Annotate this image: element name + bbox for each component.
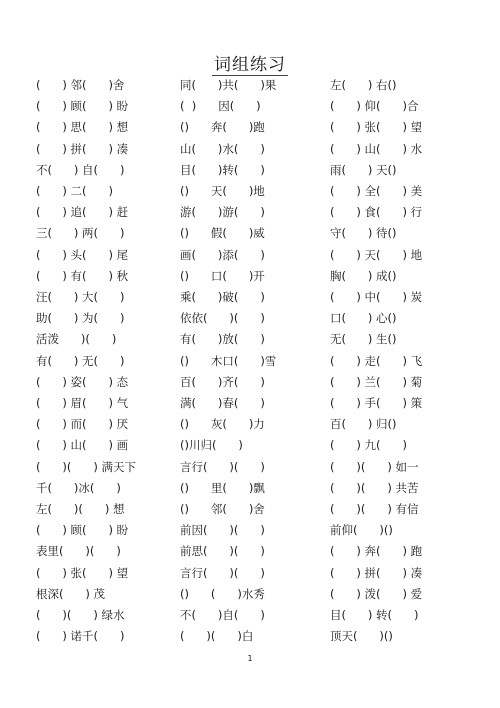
phrase-item: 三( ) 两( ) [36, 226, 125, 241]
phrase-item: 游( )游( ) [180, 205, 265, 220]
phrase-item: ( ) 走( ) 飞 [330, 353, 423, 368]
phrase-item: ( ) 张( ) 望 [36, 565, 129, 580]
phrase-item: ( )( ) 有信 [330, 502, 419, 516]
phrase-item: ( ) 张( ) 望 [330, 120, 423, 135]
phrase-item: ( ) 头( ) 尾 [36, 247, 129, 262]
phrase-item: ( ) 山( ) 画 [36, 438, 129, 453]
phrase-item: 前仰( )() [330, 523, 393, 538]
phrase-item: 前因( )( ) [180, 523, 265, 538]
phrase-item: ( ) 山( ) 水 [330, 141, 423, 156]
phrase-item: () 灰( )力 [180, 417, 265, 432]
phrase-item: ( ) 九( ) [330, 438, 407, 453]
phrase-item: 目( )转( ) [180, 162, 265, 177]
phrase-item: () 假( )威 [180, 226, 265, 241]
phrase-item: 根深( ) 茂 [36, 586, 106, 601]
phrase-item: 顶天( )() [330, 629, 393, 644]
phrase-item: ( ) 姿( ) 态 [36, 374, 129, 389]
phrase-item: ( ) 仰( )合 [330, 99, 419, 114]
phrase-item: ( ) 而( ) 厌 [36, 417, 129, 432]
phrase-item: 口( ) 心() [330, 311, 397, 326]
phrase-item: 依依( )( ) [180, 311, 265, 326]
phrase-item: 助( ) 为( ) [36, 311, 125, 326]
phrase-item: 满( )春( ) [180, 396, 265, 410]
phrase-item: 活泼 )( ) [36, 332, 117, 347]
phrase-item: ( )( ) 共苦 [330, 480, 419, 495]
phrase-item: 汪( ) 大( ) [36, 290, 125, 304]
phrase-item: 同( )共( )果 [180, 78, 277, 92]
phrase-item: ( ) 手( ) 策 [330, 396, 423, 410]
phrase-item: ( )( ) 满天下 [36, 459, 136, 474]
phrase-item: 无( ) 生() [330, 332, 397, 347]
page-title: 词组练习 [214, 55, 286, 75]
phrase-item: ( ) 兰( ) 菊 [330, 374, 423, 389]
phrase-item: 言行( )( ) [180, 459, 265, 474]
page-number: 1 [247, 654, 253, 663]
phrase-item: () ( )水秀 [180, 586, 265, 601]
phrase-item: 表里( )( ) [36, 544, 121, 559]
phrase-item: 左( ) 右() [330, 78, 397, 92]
phrase-item: () 里( )飘 [180, 480, 265, 495]
phrase-item: 左( )( ) 想 [36, 502, 125, 516]
phrase-item: 山( )水( ) [180, 141, 265, 156]
phrase-item: 画( )添( ) [180, 247, 265, 262]
phrase-item: () 天( )地 [180, 184, 265, 198]
phrase-item: ( ) 泼( ) 爱 [330, 586, 423, 601]
phrase-item: ( ) 二( ) [36, 184, 113, 198]
phrase-item: 雨( ) 天() [330, 162, 397, 177]
phrase-item: 不( )自( ) [180, 608, 265, 622]
phrase-item: () 木口( )雪 [180, 353, 277, 368]
phrase-item: ( ) 顾( ) 盼 [36, 99, 129, 114]
phrase-item: 百( ) 归() [330, 417, 397, 432]
phrase-item: ( )( ) 如一 [330, 459, 419, 474]
phrase-item: ( ) 顾( ) 盼 [36, 523, 129, 538]
phrase-item: ( ) 思( ) 想 [36, 120, 129, 135]
phrase-item: ( ) 有( ) 秋 [36, 268, 129, 283]
phrase-item: ( ) 拼( ) 凑 [330, 565, 423, 580]
phrase-item: 乘( )破( ) [180, 290, 265, 304]
phrase-item: 目( ) 转( ) [330, 608, 419, 622]
phrase-item: ( ) 全( ) 美 [330, 184, 423, 198]
phrase-item: 言行( )( ) [180, 565, 265, 580]
phrase-item: ( ) 追( ) 赶 [36, 205, 129, 220]
phrase-item: 有( )放( ) [180, 332, 265, 347]
phrase-item: ( ) 拼( ) 凑 [36, 141, 129, 156]
phrase-item: 千( )冰( ) [36, 480, 121, 495]
phrase-item: ( ) 中( ) 炭 [330, 290, 423, 304]
phrase-item: ( ) 奔( ) 跑 [330, 544, 423, 559]
phrase-item: 不( ) 自( ) [36, 162, 125, 177]
phrase-item: ( ) 天( ) 地 [330, 247, 423, 262]
phrase-item: ()川归( ) [180, 438, 243, 453]
phrase-item: ( ) 邻( )舍 [36, 78, 125, 92]
phrase-item: 百( )齐( ) [180, 374, 265, 389]
phrase-item: ( ) 因( ) [180, 99, 261, 114]
phrase-item: 胸( ) 成() [330, 268, 397, 283]
phrase-item: ( ) 食( ) 行 [330, 205, 423, 220]
phrase-item: ( )( )白 [180, 629, 254, 644]
phrase-item: 前思( )( ) [180, 544, 265, 559]
phrase-item: 守( ) 待() [330, 226, 397, 241]
phrase-item: () 奔( )跑 [180, 120, 265, 135]
phrase-item: 有( ) 无( ) [36, 353, 125, 368]
phrase-item: ( )( ) 绿水 [36, 608, 125, 622]
phrase-item: ( ) 眉( ) 气 [36, 396, 129, 410]
phrase-item: () 口( )开 [180, 268, 265, 283]
phrase-item: ( ) 诺千( ) [36, 629, 125, 644]
phrase-item: () 邻( )舍 [180, 502, 265, 516]
